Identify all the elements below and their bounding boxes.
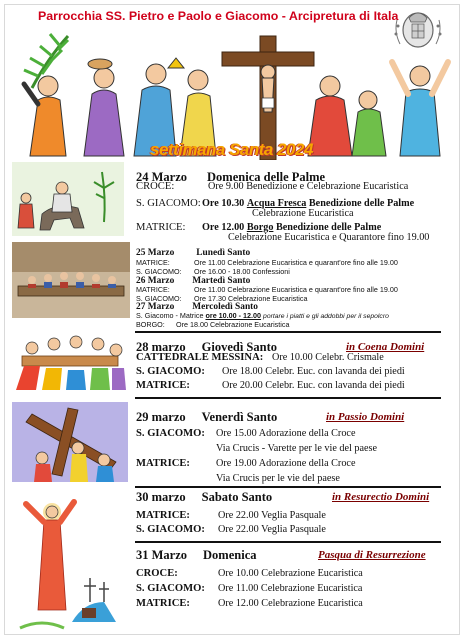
holy-week-subtitle: settimana Santa 2024 bbox=[150, 140, 313, 159]
holy-thursday-illustration bbox=[12, 330, 128, 392]
palm-croce-line: CROCE: Ore 9.00 Benedizione e Celebrazione Eucaristica bbox=[136, 181, 409, 192]
palm-giacomo-line-2: Celebrazione Eucaristica bbox=[252, 208, 354, 219]
holy-saturday-liturgy: in Resurectio Domini bbox=[332, 491, 430, 503]
palm-giacomo-line: S. GIACOMO:Ore 10.30 Acqua Fresca Benedizione delle Palme bbox=[136, 198, 415, 209]
saturday-matrice-line: MATRICE: Ore 22.00 Veglia Pasquale bbox=[136, 510, 326, 521]
divider-3 bbox=[135, 486, 441, 488]
divider-4 bbox=[135, 541, 441, 543]
holy-saturday-heading: 30 marzo Sabato Santo bbox=[136, 490, 273, 504]
monday-matrice-line: MATRICE: Ore 11.00 Celebrazione Eucaristica e quarant'ore fino alle 19.00 bbox=[136, 258, 398, 267]
thursday-cathedral-line: CATTEDRALE MESSINA: Ore 10.00 Celebr. Crismale bbox=[136, 352, 384, 363]
holy-thursday-heading: 28 marzo Giovedì Santo bbox=[136, 340, 278, 354]
easter-croce-line: CROCE: Ore 10.00 Celebrazione Eucaristica bbox=[136, 568, 363, 579]
last-supper-illustration bbox=[12, 242, 130, 318]
tuesday-giacomo-line: S. GIACOMO: Ore 17.30 Celebrazione Eucaristica bbox=[136, 294, 308, 303]
palm-matrice-line-2: Celebrazione Eucaristica e Quarantore fino 19.00 bbox=[228, 232, 430, 243]
easter-sunday-liturgy: Pasqua di Resurrezione bbox=[318, 549, 426, 561]
friday-giacomo-line: S. GIACOMO: Ore 15.00 Adorazione della Croce bbox=[136, 428, 356, 439]
thursday-giacomo-line: S. GIACOMO: Ore 18.00 Celebr. Euc. con lavanda dei piedi bbox=[136, 366, 405, 377]
good-friday-heading: 29 marzo Venerdì Santo bbox=[136, 410, 278, 424]
tuesday-matrice-line: MATRICE: Ore 11.00 Celebrazione Eucaristica e quarant'ore fino alle 19.00 bbox=[136, 285, 398, 294]
holy-thursday-liturgy: in Coena Domini bbox=[346, 341, 425, 353]
saturday-giacomo-line: S. GIACOMO: Ore 22.00 Veglia Pasquale bbox=[136, 524, 326, 535]
palm-sunday-illustration bbox=[12, 162, 124, 236]
palm-matrice-line: MATRICE: Ore 12.00 Borgo Benedizione delle Palme bbox=[136, 222, 382, 233]
monday-giacomo-line: S. GIACOMO: Ore 16.00 - 18.00 Confessioni bbox=[136, 267, 290, 276]
thursday-matrice-line: MATRICE: Ore 20.00 Celebr. Euc. con lavanda dei piedi bbox=[136, 380, 405, 391]
parish-title: Parrocchia SS. Pietro e Paolo e Giacomo - Arcipretura di Itala bbox=[38, 9, 399, 23]
divider-2 bbox=[135, 397, 441, 399]
easter-giacomo-line: S. GIACOMO: Ore 11.00 Celebrazione Eucaristica bbox=[136, 583, 363, 594]
wednesday-heading: 27 Marzo Mercoledì Santo bbox=[136, 302, 258, 312]
easter-sunday-heading: 31 Marzo Domenica bbox=[136, 548, 257, 562]
good-friday-illustration bbox=[12, 402, 128, 482]
friday-matrice-line-2: Via Crucis per le vie del paese bbox=[216, 473, 340, 484]
tuesday-heading: 26 Marzo Martedì Santo bbox=[136, 276, 251, 286]
wednesday-borgo-line: BORGO: Ore 18.00 Celebrazione Eucaristica bbox=[136, 320, 290, 329]
monday-heading: 25 Marzo Lunedì Santo bbox=[136, 248, 251, 258]
friday-giacomo-line-2: Via Crucis - Varette per le vie del paese bbox=[216, 443, 377, 454]
palm-sunday-heading: 24 Marzo Domenica delle Palme bbox=[136, 170, 326, 184]
easter-matrice-line: MATRICE: Ore 12.00 Celebrazione Eucaristica bbox=[136, 598, 363, 609]
good-friday-liturgy: in Passio Domini bbox=[326, 411, 405, 423]
divider-1 bbox=[135, 331, 441, 333]
friday-matrice-line: MATRICE: Ore 19.00 Adorazione della Croce bbox=[136, 458, 356, 469]
wednesday-giacomo-matrice-line: S. Giacomo - Matrice ore 10.00 - 12.00 portare i piatti e gli addobbi per il sepolcro bbox=[136, 311, 389, 320]
resurrection-illustration bbox=[12, 490, 124, 632]
